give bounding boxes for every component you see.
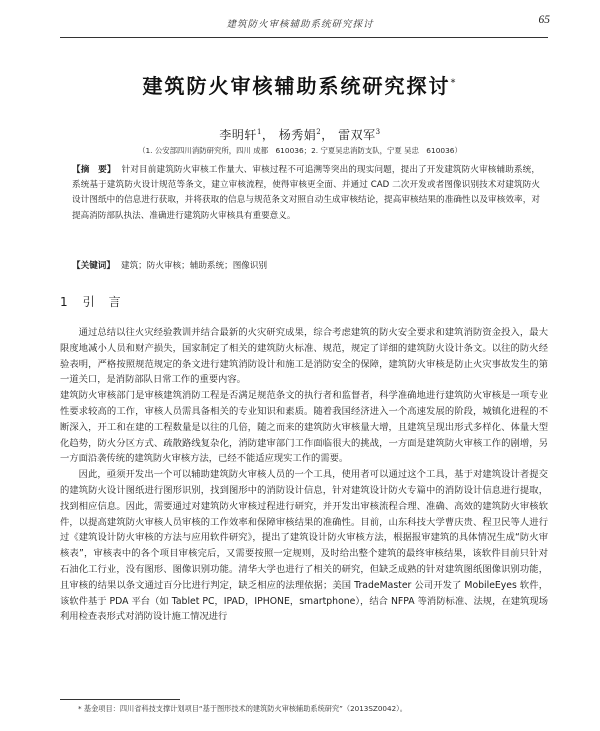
keywords	[72, 259, 540, 271]
section-title: 引 言	[82, 295, 122, 309]
running-header: 建筑防火审核辅助系统研究探讨	[226, 19, 374, 30]
body-text	[60, 325, 548, 625]
abstract-label: 【摘 要】	[72, 165, 116, 175]
affiliations: （1. 公安部四川消防研究所，四川 成都 610036；2. 宁夏吴忠消防支队，宁夏 吴忠 610036）	[138, 146, 462, 155]
author-separator: ，	[321, 128, 334, 142]
header-divider	[60, 37, 548, 38]
keywords-label: 【关键词】	[72, 261, 115, 271]
author-name: 李明轩	[219, 128, 257, 142]
author-separator: ，	[261, 128, 275, 142]
page-number: 65	[538, 14, 550, 26]
author-affil-mark: 2	[316, 128, 322, 136]
footnote-divider	[60, 699, 180, 700]
body-paragraph: 通过总结以往火灾经验教训并结合最新的火灾研究成果，综合考虑建筑的防火安全要求和建筑消防资金投入，最大限度地减小人员和财产损失，国家制定了相关的建筑防火标准、规范，规定了详细的建筑防火设计条文。以往的防火经验表明，严格按照规范规定的条文进行建筑消防设计和施工是消防安全的保障，建筑防火审核是防止火灾事故发生的第一道关口，是消防部队日常工作的重要内容。	[60, 327, 548, 386]
paper-title-text: 建筑防火审核辅助系统研究探讨	[142, 74, 451, 98]
keywords-text: 建筑；防火审核；辅助系统；图像识别	[120, 261, 268, 271]
author-affil-mark: 3	[375, 128, 381, 136]
abstract	[72, 163, 540, 224]
section-heading	[60, 293, 122, 310]
author-name: 杨秀娟	[278, 128, 317, 142]
paper-title	[0, 70, 600, 99]
section-number: 1	[60, 295, 69, 309]
title-footnote-mark: *	[450, 77, 458, 89]
author-affil-mark: 1	[256, 128, 262, 136]
body-paragraph: 建筑防火审核部门是审核建筑消防工程是否满足规范条文的执行者和监督者，科学准确地进行建筑防火审核是一项专业性要求较高的工作，审核人员需具备相关的专业知识和素质。随着我国经济进入一个高速发展的阶段，城镇化进程的不断深入，开工和在建的工程数量是以往的几倍，随之而来的建筑防火审核量大增，且建筑呈现出形式多样化、体量大型化趋势，防火分区方式、疏散路线复杂化，消防建审部门工作面临很大的挑战，一方面是建筑防火审核工作的剧增，另一方面沿袭传统的建筑防火审核方法，已经不能适应现实工作的需要。	[60, 390, 548, 465]
author-name: 雷双军	[338, 128, 376, 142]
footnote: * 基金项目：四川省科技支撑计划项目“基于图形技术的建筑防火审核辅助系统研究”（2013SZ0042）。	[78, 704, 407, 713]
abstract-text: 针对目前建筑防火审核工作量大、审核过程不可追溯等突出的现实问题，提出了开发建筑防火审核辅助系统，系统基于建筑防火设计规范等条文，建立审核流程，使得审核更全面、并通过 CAD 二次开发或者图像识别技术对建筑防火设计图纸中的信息进行获取，并将获取的信息与规范条文对照自动生成审核结论，提高审核结果的准确性以及审核效率，对提高消防部队执法、准确进行建筑防火审核具有重要意义。	[72, 165, 540, 221]
author-list	[0, 126, 600, 143]
body-paragraph: 因此，亟须开发出一个可以辅助建筑防火审核人员的一个工具，使用者可以通过这个工具，基于对建筑设计者提交的建筑防火设计图纸进行图形识别，找到图形中的消防设计信息，针对建筑设计防火专篇中的消防设计信息进行提取，找到相应信息。因此，需要通过对建筑防火审核过程进行研究，并开发出审核流程合理、准确、高效的建筑防火审核软件，以提高建筑防火审核人员审核的工作效率和保障审核结果的准确性。目前，山东科技大学曹庆贵、程卫民等人进行过《建筑设计防火审核的方法与应用软件研究》，提出了建筑设计防火审核方法，根据报审建筑的具体情况生成“防火审核表”，审核表中的各个项目审核完后，又需要按照一定规则，及时给出整个建筑的最终审核结果，该软件目前只针对石油化工行业，没有图形、图像识别功能。清华大学也进行了相关的研究，但缺乏成熟的针对建筑图纸图像识别功能，且审核的结果以条文通过百分比进行判定，缺乏相应的法理依据；美国 TradeMaster 公司开发了 MobileEyes 软件，该软件基于 PDA 平台（如 Tablet PC，IPAD，IPHONE，smartphone），结合 NFPA 等消防标准、法规，在建筑现场利用检查表形式对消防设计施工情况进行	[60, 469, 548, 623]
